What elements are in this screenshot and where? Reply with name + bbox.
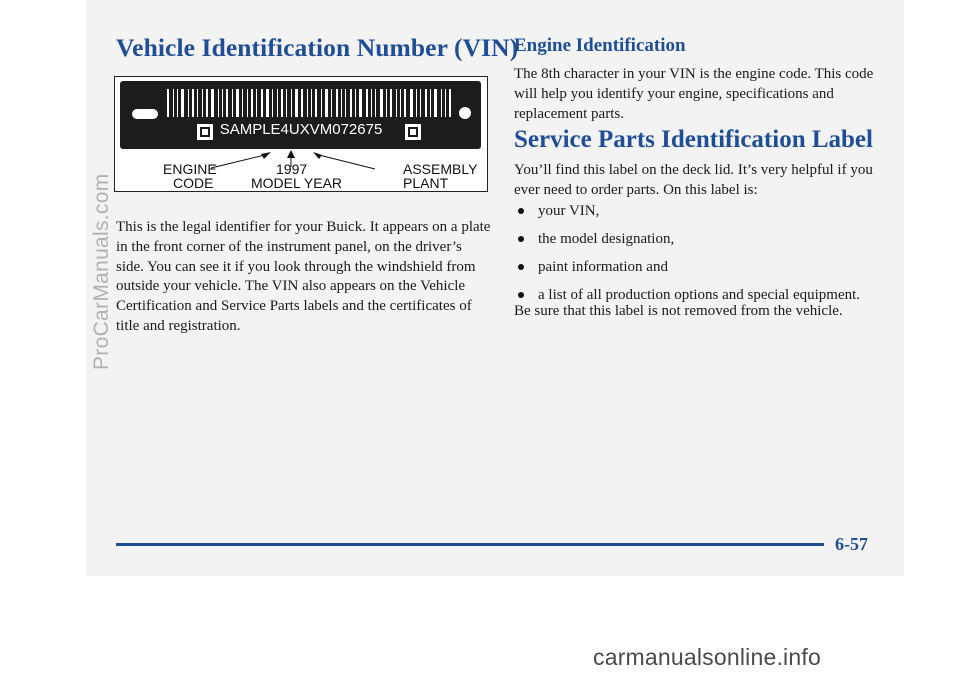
bullet-icon [518,292,524,298]
plant-label: PLANT [403,175,449,191]
list-item-text: a list of all production options and special equipment. [538,287,861,303]
vin-sample-text: SAMPLE4UXVM072675 [219,121,383,138]
list-item-text: your VIN, [538,203,600,219]
list-item-text: paint information and [538,259,668,275]
bullet-icon [518,236,524,242]
engine-identification-text: The 8th character in your VIN is the engine code. This code will help you identify your engine, specifications and replacement parts. [514,66,874,122]
vin-heading: Vehicle Identification Number (VIN) [116,33,519,62]
service-parts-label-text: You’ll find this label on the deck lid. It’s very helpful if you ever need to order parts. On this label is: [514,162,873,198]
service-parts-label-heading: Service Parts Identification Label [514,126,873,153]
engine-identification-heading: Engine Identification [514,35,686,56]
closing-note: Be sure that this label is not removed from the vehicle. [514,303,843,319]
year-value-label: 1997 [276,161,308,177]
code-label: CODE [173,175,214,191]
vin-description: This is the legal identifier for your Buick. It appears on a plate in the front corner of the instrument panel, on the driver’s side. You can see it if you look through the windshield from outside your vehicle. The VIN also appears on the Vehicle Certification and Service Parts labels and the certificates of title and registration. [116,219,491,334]
bullet-icon [518,208,524,214]
label-contents-list [514,202,860,314]
vin-plate-figure [114,76,488,192]
bullet-icon [518,264,524,270]
list-item [514,202,860,230]
list-item [514,258,860,286]
assembly-label: ASSEMBLY [403,161,478,177]
list-item-text: the model designation, [538,231,675,247]
page-number: 6-57 [835,534,868,554]
bottom-watermark: carmanualsonline.info [593,644,821,670]
side-watermark: ProCarManuals.com [90,173,113,370]
list-item [514,230,860,258]
model-year-label: MODEL YEAR [251,175,343,191]
footer-rule [116,543,824,546]
engine-label: ENGINE [163,161,217,177]
